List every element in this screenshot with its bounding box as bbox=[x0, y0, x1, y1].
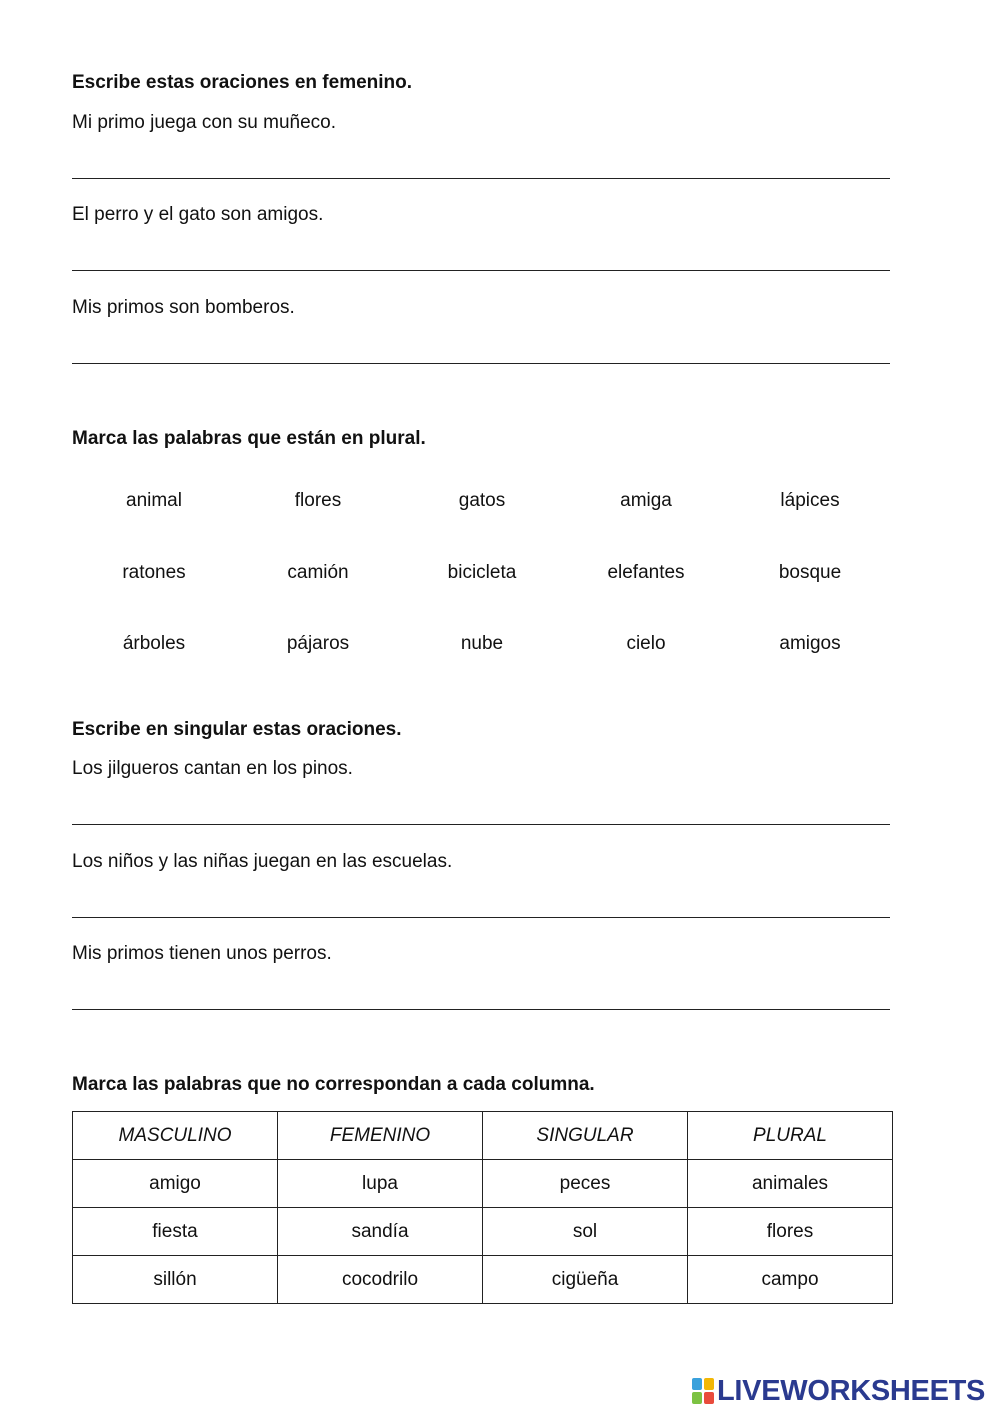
section3-answer-line-3[interactable] bbox=[72, 1009, 890, 1010]
section1-sentence-2: El perro y el gato son amigos. bbox=[72, 204, 324, 225]
section1-heading: Escribe estas oraciones en femenino. bbox=[72, 72, 413, 93]
word-option[interactable]: amigos bbox=[779, 633, 841, 654]
word-option[interactable]: camión bbox=[287, 561, 349, 583]
table-header-row bbox=[73, 1112, 893, 1160]
word-option[interactable]: ratones bbox=[122, 561, 186, 583]
column-header-plural: PLURAL bbox=[688, 1112, 893, 1160]
liveworksheets-logo-icon bbox=[692, 1378, 714, 1404]
section3-answer-line-1[interactable] bbox=[72, 824, 890, 825]
column-header-singular: SINGULAR bbox=[483, 1112, 688, 1160]
word-option[interactable]: gatos bbox=[458, 490, 506, 511]
word-option[interactable]: árboles bbox=[122, 633, 186, 654]
section3-answer-line-2[interactable] bbox=[72, 917, 890, 918]
table-row bbox=[73, 1208, 893, 1256]
table-cell-word[interactable]: cigüeña bbox=[483, 1256, 688, 1304]
columns-table bbox=[72, 1111, 893, 1304]
word-row-2 bbox=[72, 560, 892, 632]
word-option[interactable]: lápices bbox=[780, 490, 840, 511]
section3-sentence-3: Mis primos tienen unos perros. bbox=[72, 943, 332, 964]
section1-answer-line-2[interactable] bbox=[72, 270, 890, 271]
word-option[interactable]: animal bbox=[126, 490, 182, 511]
table-cell-word[interactable]: sol bbox=[483, 1208, 688, 1256]
table-row bbox=[73, 1256, 893, 1304]
table-cell-word[interactable]: flores bbox=[688, 1208, 893, 1256]
word-option[interactable]: elefantes bbox=[607, 561, 685, 583]
word-option[interactable]: nube bbox=[460, 633, 504, 654]
table-cell-word[interactable]: campo bbox=[688, 1256, 893, 1304]
section3-sentence-2: Los niños y las niñas juegan en las escuelas. bbox=[72, 851, 453, 872]
section1-sentence-1: Mi primo juega con su muñeco. bbox=[72, 112, 337, 133]
section1-answer-line-3[interactable] bbox=[72, 363, 890, 364]
table-row bbox=[73, 1160, 893, 1208]
column-header-masculino: MASCULINO bbox=[73, 1112, 278, 1160]
word-row-3 bbox=[72, 631, 892, 703]
plural-word-grid bbox=[72, 488, 892, 703]
section1-answer-line-1[interactable] bbox=[72, 178, 890, 179]
word-option[interactable]: pájaros bbox=[286, 633, 350, 654]
section2-heading: Marca las palabras que están en plural. bbox=[72, 428, 426, 449]
word-row-1 bbox=[72, 488, 892, 560]
liveworksheets-logo bbox=[692, 1374, 985, 1408]
section1-sentence-3: Mis primos son bomberos. bbox=[72, 297, 295, 318]
logo-text: LIVEWORKSHEETS bbox=[717, 1375, 986, 1407]
table-cell-word[interactable]: fiesta bbox=[73, 1208, 278, 1256]
table-cell-word[interactable]: cocodrilo bbox=[278, 1256, 483, 1304]
section3-heading: Escribe en singular estas oraciones. bbox=[72, 719, 402, 740]
word-option[interactable]: bicicleta bbox=[447, 561, 517, 583]
table-cell-word[interactable]: sandía bbox=[278, 1208, 483, 1256]
table-cell-word[interactable]: lupa bbox=[278, 1160, 483, 1208]
table-cell-word[interactable]: animales bbox=[688, 1160, 893, 1208]
word-option[interactable]: cielo bbox=[626, 633, 666, 654]
table-cell-word[interactable]: peces bbox=[483, 1160, 688, 1208]
word-option[interactable]: amiga bbox=[620, 490, 672, 511]
column-header-femenino: FEMENINO bbox=[278, 1112, 483, 1160]
table-cell-word[interactable]: sillón bbox=[73, 1256, 278, 1304]
table-cell-word[interactable]: amigo bbox=[73, 1160, 278, 1208]
section3-sentence-1: Los jilgueros cantan en los pinos. bbox=[72, 758, 353, 779]
word-option[interactable]: flores bbox=[294, 490, 342, 511]
word-option[interactable]: bosque bbox=[778, 561, 842, 583]
section4-heading: Marca las palabras que no correspondan a cada columna. bbox=[72, 1074, 595, 1095]
